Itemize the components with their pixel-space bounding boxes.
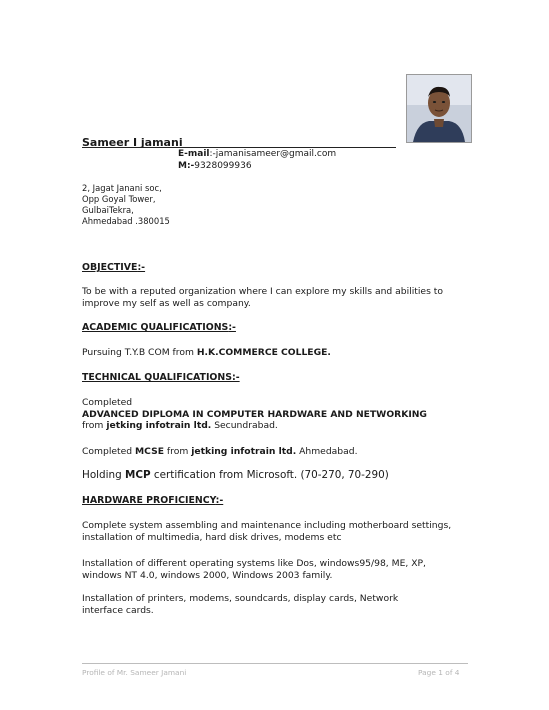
academic-college: H.K.COMMERCE COLLEGE.	[196, 347, 331, 358]
technical-item-2-from: from	[163, 446, 192, 457]
mobile-value: 9328099936	[194, 161, 252, 171]
technical-item-1-from: from	[82, 420, 107, 431]
objective-text: To be with a reputed organization where I can explore my skills and abilities to improve my self as well as company.	[82, 286, 444, 309]
hardware-paragraph-3: Installation of printers, modems, soundcards, display cards, Network interface cards.	[82, 593, 399, 616]
person-photo-icon	[407, 75, 471, 142]
technical-item-3-pre: Holding	[82, 469, 126, 481]
objective-heading-text: OBJECTIVE	[82, 262, 138, 273]
technical-item-1-pre: Completed	[82, 397, 133, 408]
academic-prefix: Pursuing T.Y.B COM from	[82, 347, 197, 358]
technical-heading	[82, 372, 240, 383]
objective-heading-suffix: :-	[137, 262, 146, 273]
objective-heading	[82, 262, 145, 273]
mobile-label: M:-	[178, 161, 195, 171]
technical-item-2	[82, 446, 472, 458]
profile-photo	[406, 74, 472, 143]
hardware-paragraph-2: Installation of different operating systems like Dos, windows95/98, ME, XP, windows NT 4.0, windows 2000, Windows 2003 family.	[82, 558, 426, 581]
technical-item-1	[82, 397, 472, 432]
academic-text	[82, 347, 472, 359]
technical-item-2-pre: Completed	[82, 446, 136, 457]
address-line: Opp Goyal Tower,	[82, 194, 156, 204]
technical-heading-suffix: :-	[232, 372, 240, 383]
technical-heading-text: TECHNICAL QUALIFICATIONS	[82, 372, 232, 383]
email-value: :-jamanisameer@gmail.com	[209, 149, 337, 159]
address-block	[82, 183, 170, 227]
technical-item-1-title: ADVANCED DIPLOMA IN COMPUTER HARDWARE AND NETWORKING	[82, 408, 427, 420]
technical-item-3	[82, 470, 472, 482]
footer-divider	[82, 663, 468, 664]
hardware-heading	[82, 495, 223, 506]
technical-item-3-title: MCP	[125, 469, 151, 481]
footer-page-number: Page 1 of 4	[418, 668, 460, 677]
mobile-line	[178, 161, 252, 171]
technical-item-1-institute: jetking infotrain ltd.	[106, 420, 212, 431]
academic-heading-suffix: :-	[228, 322, 236, 333]
academic-heading	[82, 322, 236, 333]
email-label: E-mail	[178, 149, 210, 159]
technical-item-2-title: MCSE	[135, 446, 164, 457]
technical-item-2-city: Ahmedabad.	[296, 446, 358, 457]
academic-heading-text: ACADEMIC QUALIFICATIONS	[82, 322, 229, 333]
address-line: Ahmedabad .380015	[82, 216, 170, 226]
technical-item-3-rest: certification from Microsoft. (70-270, 70-290)	[150, 469, 389, 481]
footer-left: Profile of Mr. Sameer Jamani	[82, 668, 187, 677]
email-line	[178, 149, 336, 159]
hardware-paragraph-1: Complete system assembling and maintenance including motherboard settings, installation of multimedia, hard disk drives, modems etc	[82, 520, 452, 543]
hardware-heading-suffix: :-	[215, 495, 224, 506]
candidate-name: Sameer I jamani	[82, 136, 183, 149]
technical-item-2-institute: jetking infotrain ltd.	[191, 446, 297, 457]
name-underline-divider	[82, 147, 396, 148]
address-line: GulbaiTekra,	[82, 205, 134, 215]
hardware-heading-text: HARDWARE PROFICIENCY	[82, 495, 216, 506]
technical-item-1-city: Secundrabad.	[211, 420, 278, 431]
address-line: 2, Jagat Janani soc,	[82, 183, 162, 193]
